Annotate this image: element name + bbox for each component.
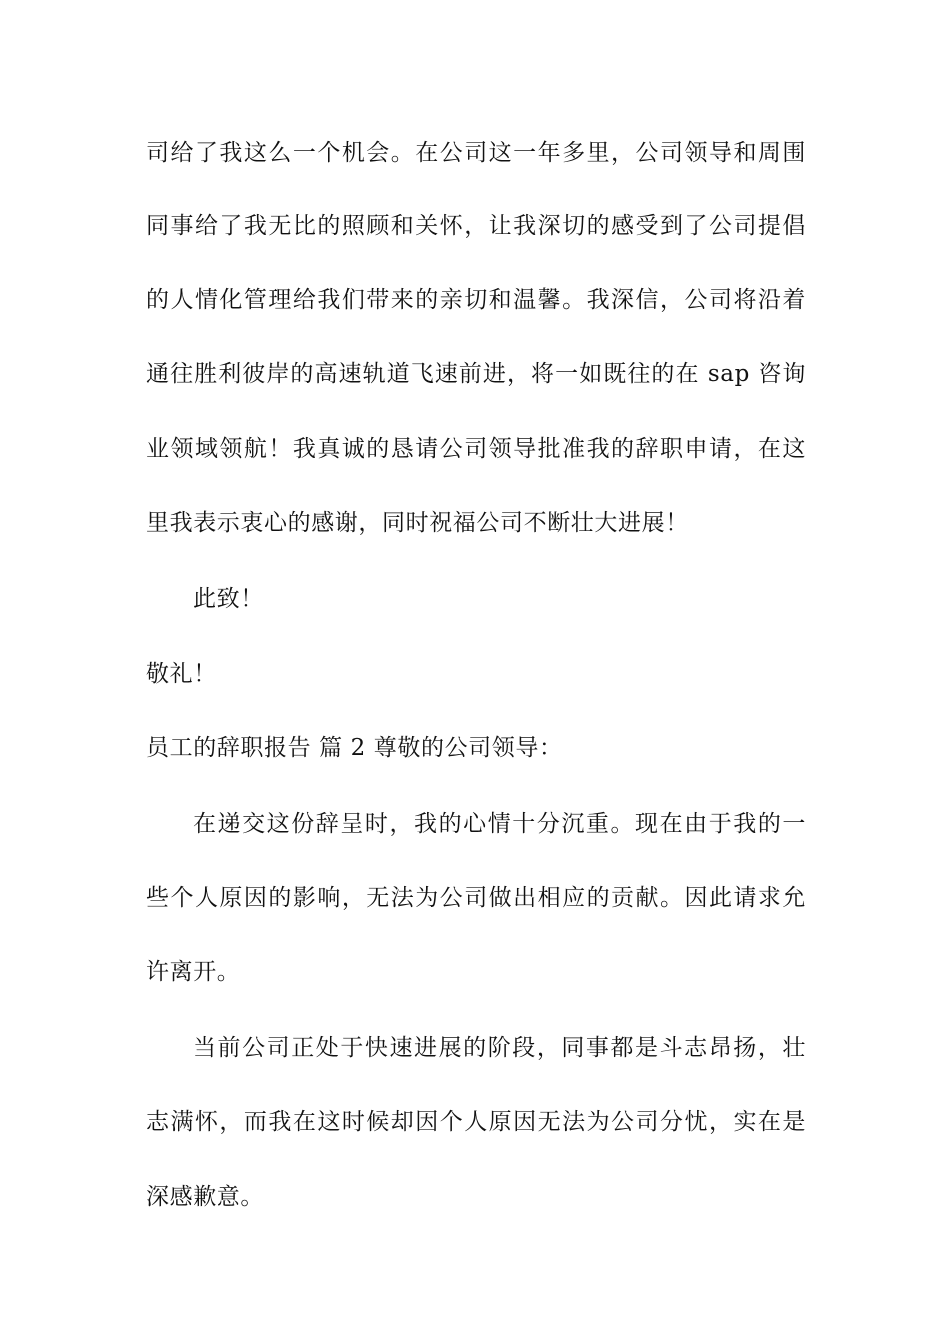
section-heading: 员工的辞职报告 篇 2 尊敬的公司领导： [146,735,563,761]
body-line-1: 司给了我这么一个机会。在公司这一年多里，公司领导和周围 [146,140,806,166]
body-line-4: 通往胜利彼岸的高速轨道飞速前进，将一如既往的在 sap 咨询 [146,361,806,387]
body-line-2: 同事给了我无比的照顾和关怀，让我深切的感受到了公司提倡 [146,213,806,239]
body-line-9: 许离开。 [146,959,241,985]
body-line-5: 业领域领航！我真诚的恳请公司领导批准我的辞职申请，在这 [146,436,806,462]
body-line-7: 在递交这份辞呈时，我的心情十分沉重。现在由于我的一 [193,811,806,837]
body-line-10: 当前公司正处于快速进展的阶段，同事都是斗志昂扬，壮 [193,1035,806,1061]
body-line-6: 里我表示衷心的感谢，同时祝福公司不断壮大进展！ [146,510,689,536]
body-line-11: 志满怀，而我在这时候却因个人原因无法为公司分忧，实在是 [146,1109,806,1135]
body-line-3: 的人情化管理给我们带来的亲切和温馨。我深信，公司将沿着 [146,287,806,313]
closing-salutation: 此致！ [193,586,264,612]
body-line-12: 深感歉意。 [146,1184,264,1210]
body-line-8: 些个人原因的影响，无法为公司做出相应的贡献。因此请求允 [146,885,806,911]
closing-regards: 敬礼！ [146,661,217,687]
